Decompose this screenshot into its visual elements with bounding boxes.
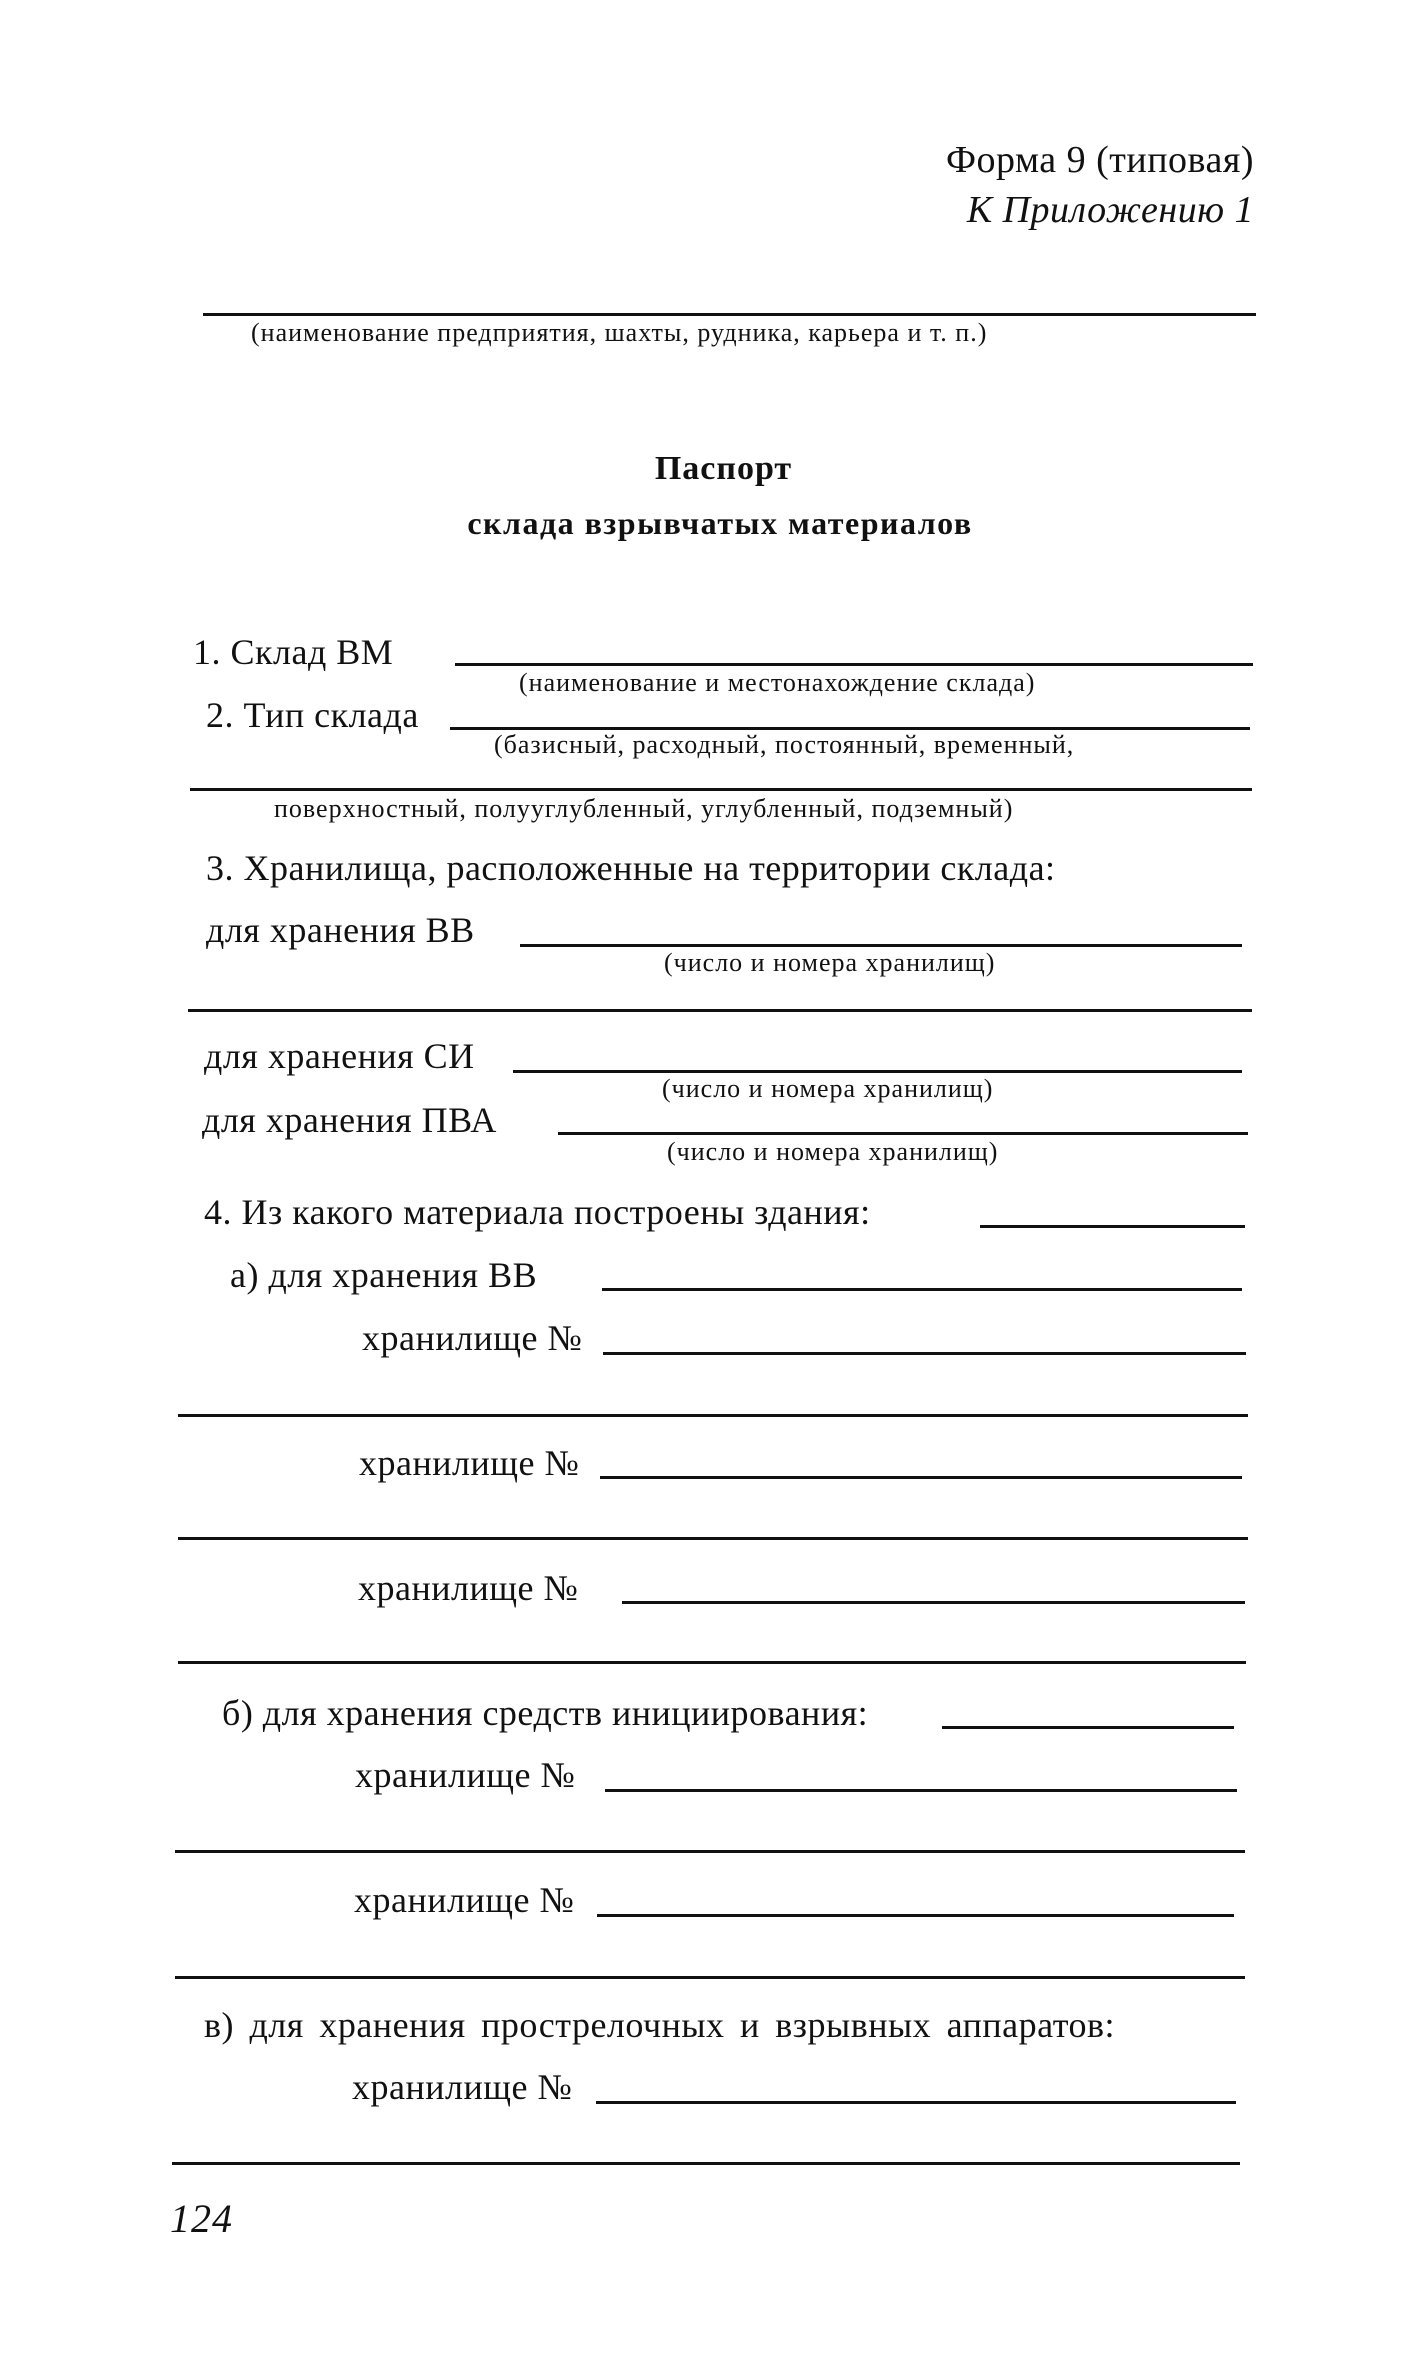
sub-b-storage-2-field[interactable] <box>597 1914 1234 1917</box>
item4-field[interactable] <box>980 1225 1245 1228</box>
page-number: 124 <box>170 2196 233 2241</box>
sub-b-storage-1-field[interactable] <box>605 1789 1237 1792</box>
sub-a-storage-2-field-continued[interactable] <box>178 1537 1248 1540</box>
sub-a-storage-1-field[interactable] <box>603 1352 1246 1355</box>
sub-v-storage-1-field[interactable] <box>596 2101 1236 2104</box>
item3-heading: 3. Хранилища, расположенные на территории склада: <box>206 848 1056 888</box>
storage-si-label: для хранения СИ <box>204 1036 475 1076</box>
enterprise-line[interactable] <box>203 313 1256 316</box>
sub-v-storage-1-label: хранилище № <box>352 2067 573 2107</box>
storage-vv-field[interactable] <box>520 944 1242 947</box>
sub-b-storage-2-label: хранилище № <box>354 1880 575 1920</box>
item2-field-continued[interactable] <box>190 788 1252 791</box>
title-line-2: склада взрывчатых материалов <box>467 505 973 541</box>
storage-pva-caption: (число и номера хранилищ) <box>667 1137 999 1166</box>
sub-a-storage-1-field-continued[interactable] <box>178 1414 1248 1417</box>
sub-a-label: а) для хранения ВВ <box>230 1255 538 1295</box>
sub-b-storage-1-label: хранилище № <box>355 1755 576 1795</box>
sub-b-field[interactable] <box>942 1726 1234 1729</box>
item2-caption-b: поверхностный, полууглубленный, углубленный, подземный) <box>274 794 1014 823</box>
sub-a-storage-3-label: хранилище № <box>358 1568 579 1608</box>
sub-v-label: в) для хранения прострелочных и взрывных аппаратов: <box>204 2005 1115 2045</box>
item2-caption-a: (базисный, расходный, постоянный, временный, <box>494 730 1075 759</box>
sub-v-storage-1-field-continued[interactable] <box>172 2162 1240 2165</box>
storage-pva-field[interactable] <box>558 1132 1248 1135</box>
sub-a-storage-3-field[interactable] <box>622 1601 1245 1604</box>
item2-label: 2. Тип склада <box>206 695 419 735</box>
appendix-reference: К Приложению 1 <box>966 189 1254 231</box>
sub-a-storage-2-label: хранилище № <box>359 1443 580 1483</box>
item4-heading: 4. Из какого материала построены здания: <box>204 1192 871 1232</box>
storage-vv-label: для хранения ВВ <box>206 910 475 950</box>
item1-label: 1. Склад ВМ <box>193 632 394 672</box>
enterprise-caption: (наименование предприятия, шахты, рудника, карьера и т. п.) <box>251 318 988 347</box>
sub-a-field[interactable] <box>602 1288 1242 1291</box>
sub-b-label: б) для хранения средств инициирования: <box>222 1693 869 1733</box>
form-label: Форма 9 (типовая) <box>946 139 1254 181</box>
sub-a-storage-2-field[interactable] <box>600 1476 1242 1479</box>
sub-b-storage-2-field-continued[interactable] <box>175 1976 1245 1979</box>
title-line-1: Паспорт <box>654 450 793 487</box>
sub-a-storage-1-label: хранилище № <box>362 1318 583 1358</box>
storage-si-caption: (число и номера хранилищ) <box>662 1074 994 1103</box>
storage-si-field[interactable] <box>513 1070 1242 1073</box>
storage-vv-field-continued[interactable] <box>188 1009 1252 1012</box>
item1-field[interactable] <box>455 663 1253 666</box>
sub-b-storage-1-field-continued[interactable] <box>175 1850 1245 1853</box>
storage-vv-caption: (число и номера хранилищ) <box>664 948 996 977</box>
sub-a-storage-3-field-continued[interactable] <box>178 1661 1246 1664</box>
storage-pva-label: для хранения ПВА <box>202 1100 497 1140</box>
item1-caption: (наименование и местонахождение склада) <box>519 668 1036 697</box>
